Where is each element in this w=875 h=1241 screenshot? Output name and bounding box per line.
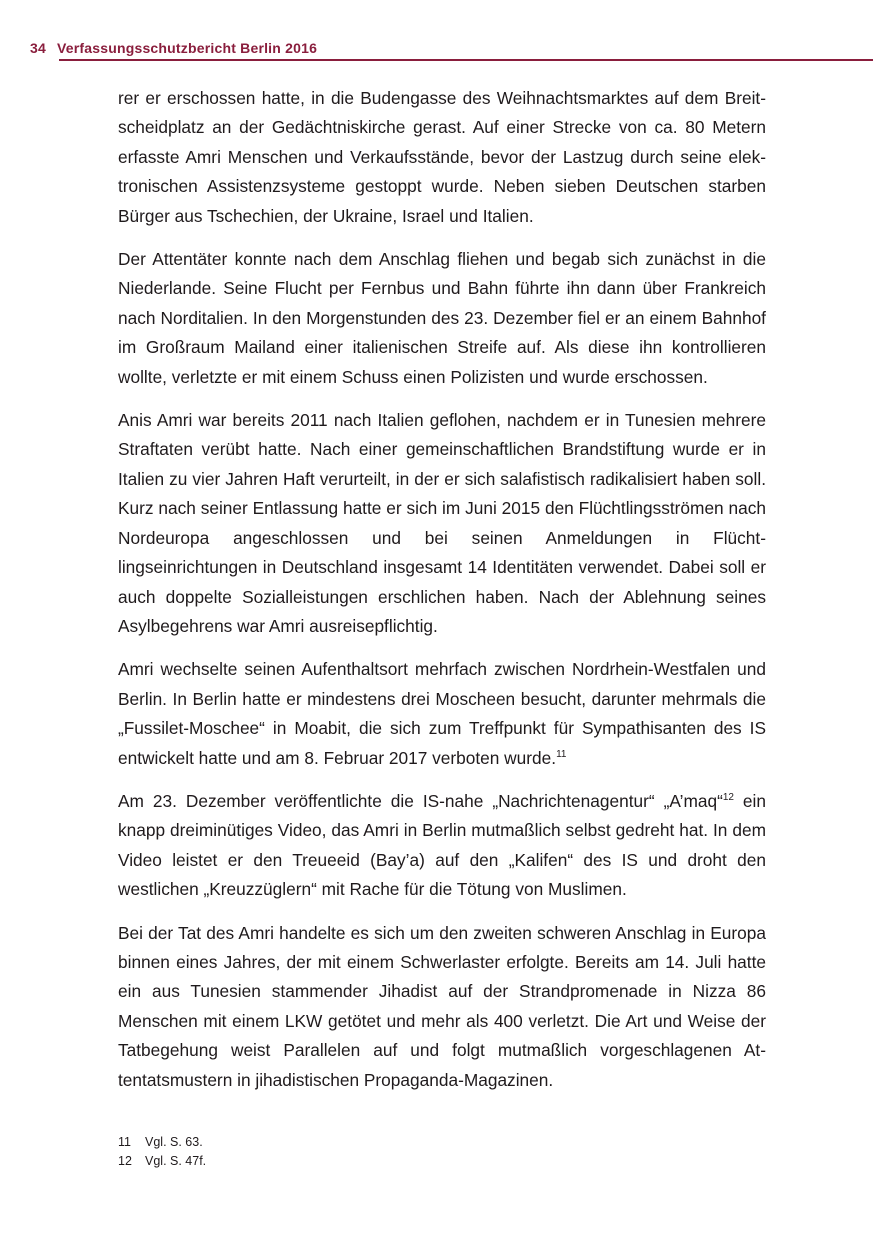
footnote-ref-12[interactable]: 12 bbox=[722, 792, 734, 804]
footnote-12 bbox=[118, 1152, 206, 1171]
paragraph-attack: rer er erschossen hatte, in die Budengasse des Weihnachtsmarktes auf dem Breitscheidplatz an der Gedächtniskirche gerast. Auf einer Strecke von ca. 80 Metern erfasste Amri Menschen und Verkaufsstände, bevor der Lastzug durch seine elektronischen Assistenzsysteme gestoppt wurde. Neben sieben Deutschen starben Bürger aus Tschechien, der Ukraine, Israel und Italien. bbox=[118, 88, 766, 226]
footnote-number: 12 bbox=[118, 1154, 132, 1168]
footnote-number: 11 bbox=[118, 1135, 131, 1149]
paragraph-video-text-b: ein knapp dreiminütiges Video, das Amri in Berlin mutmaßlich selbst gedreht hat. In dem Video leistet er den Treueeid (Bay’a) auf den „Kalifen“ des IS und droht den westlichen „Kreuzzüglern“ mit Rache für die Tötung von Muslimen. bbox=[118, 790, 766, 900]
paragraph-video bbox=[118, 787, 766, 905]
footnote-text: Vgl. S. 47f. bbox=[145, 1154, 207, 1168]
page-number: 34 bbox=[30, 40, 46, 56]
running-header bbox=[30, 40, 873, 56]
paragraph-background: Anis Amri war bereits 2011 nach Italien geflohen, nachdem er in Tunesien mehrere Straftaten verübt hatte. Nach einer gemeinschaftlichen Brandstiftung wurde er in Italien zu vier Jahren Haft verurteilt, in der er sich salafistisch radikalisiert haben soll. Kurz nach seiner Entlassung hatte er sich im Juni 2015 den Flüchtlingsströmen nach Nordeuropa angeschlossen und bei seinen Anmeldungen in Flüchtlingseinrichtungen in Deutschland insgesamt 14 Identitäten verwendet. Dabei soll er auch doppelte Sozialleistungen erschlichen haben. Nach der Ablehnung seines Asylbegehrens war Amri ausreisepflichtig. bbox=[118, 410, 766, 636]
paragraph-berlin bbox=[118, 655, 766, 773]
paragraph-video-text-a: Am 23. Dezember veröffentlichte die IS-nahe „Nachrichtenagentur“ „A’maq“ bbox=[118, 790, 723, 811]
footnotes bbox=[118, 1133, 206, 1171]
body-text bbox=[118, 84, 766, 1109]
footnote-ref-11[interactable]: 11 bbox=[556, 748, 567, 760]
running-title: Verfassungsschutzbericht Berlin 2016 bbox=[56, 40, 318, 56]
footnote-11 bbox=[118, 1133, 206, 1152]
paragraph-escape: Der Attentäter konnte nach dem Anschlag fliehen und begab sich zunächst in die Niederlande. Seine Flucht per Fernbus und Bahn führte ihn dann über Frankreich nach Norditalien. In den Morgenstunden des 23. Dezember fiel er an einem Bahnhof im Großraum Mailand einer italienischen Streife auf. Als diese ihn kontrollieren wollte, verletzte er mit einem Schuss einen Polizisten und wurde erschossen. bbox=[118, 249, 766, 387]
footnote-text: Vgl. S. 63. bbox=[145, 1135, 203, 1149]
paragraph-nice: Bei der Tat des Amri handelte es sich um den zweiten schweren Anschlag in Europa binnen eines Jahres, der mit einem Schwerlaster erfolgte. Bereits am 14. Juli hatte ein aus Tunesien stammender Jihadist auf der Strandpromenade in Nizza 86 Menschen mit einem LKW getötet und mehr als 400 verletzt. Die Art und Weise der Tatbegehung weist Parallelen auf und folgt mutmaßlich vorgeschlagenen Attentatsmustern in jihadistischen Propaganda-Magazinen. bbox=[118, 922, 766, 1090]
header-rule bbox=[59, 59, 873, 61]
paragraph-berlin-text: Amri wechselte seinen Aufenthaltsort mehrfach zwischen Nordrhein-Westfalen und Berlin. In Berlin hatte er mindestens drei Moscheen besucht, darunter mehrmals die „Fussilet-Moschee“ in Moabit, die sich zum Treffpunkt für Sympathisanten des IS entwickelt hatte und am 8. Februar 2017 verboten wurde. bbox=[118, 659, 766, 768]
